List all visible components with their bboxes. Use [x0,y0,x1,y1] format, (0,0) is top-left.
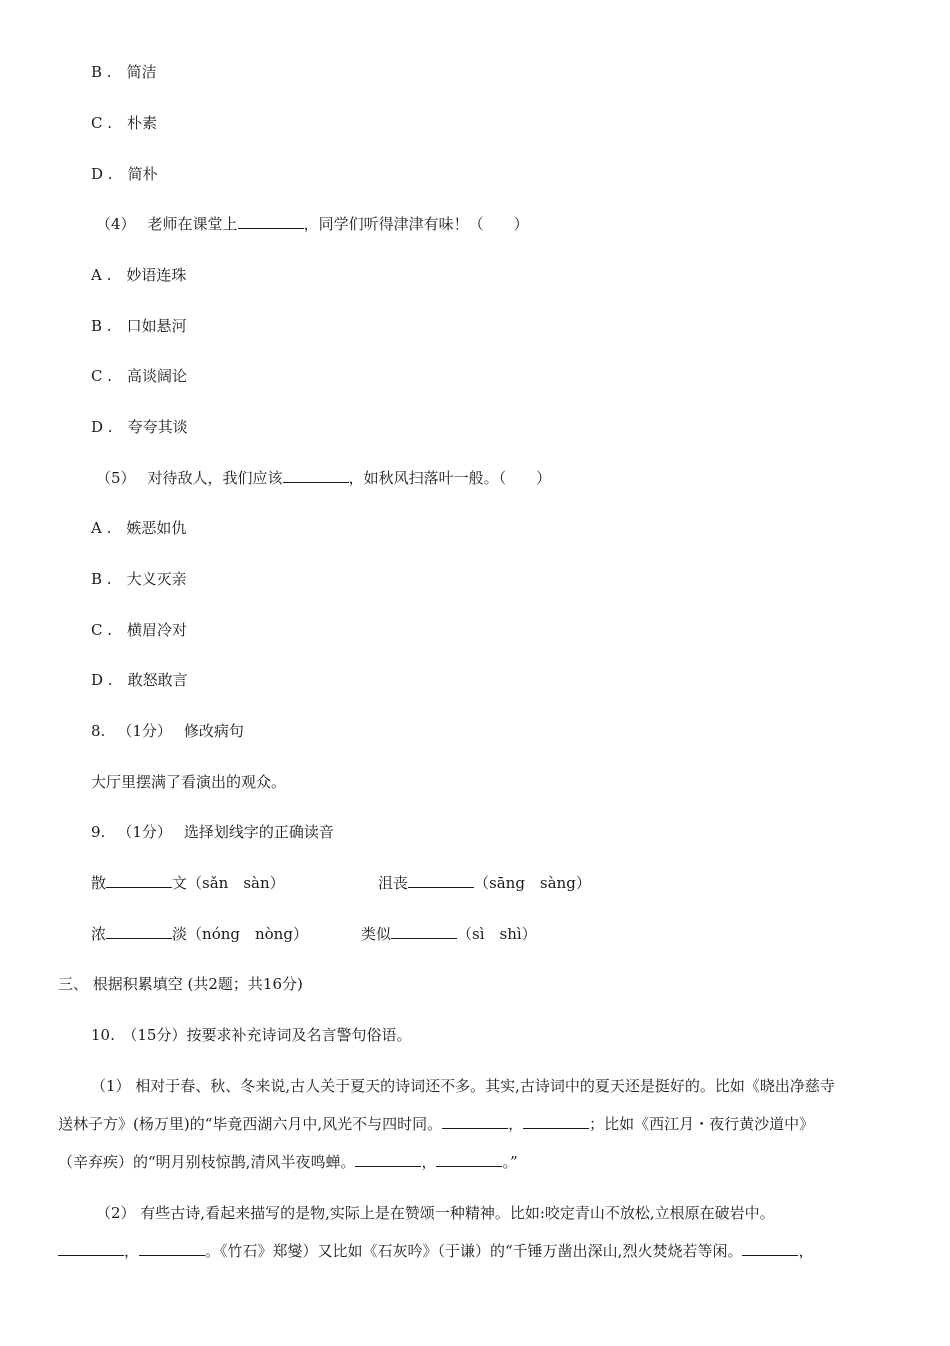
q8-heading: 8. （1分） 修改病句 [91,722,244,740]
q10-p2-line1: （2） 有些古诗,看起来描写的是物,实际上是在赞颂一种精神。比如:咬定青山不放松,立根原在破岩中。 [96,1204,775,1222]
answer-blank[interactable] [283,468,349,483]
q9-item-3: 浓 淡（nóng nòng） [91,925,308,943]
q9-heading: 9. （1分） 选择划线字的正确读音 [91,823,334,841]
answer-blank[interactable] [742,1241,798,1256]
section-heading: 三、 根据积累填空 (共2题；共16分) [58,975,303,993]
q5-option-c: C . 横眉冷对 [91,621,188,639]
q4-option-b: B . 口如悬河 [91,317,187,335]
q5-option-b: B . 大义灭亲 [91,570,187,588]
q5-option-a: A . 嫉恶如仇 [91,519,187,537]
answer-blank[interactable] [408,873,474,888]
option-c: C . 朴素 [91,114,158,132]
q8-sentence: 大厅里摆满了看演出的观众。 [91,773,287,791]
q9-item-4: 类似 （sì shì） [361,925,537,943]
answer-blank[interactable] [391,924,457,939]
answer-blank[interactable] [238,214,304,229]
q10-p2-line2: ， 。《竹石》郑燮）又比如《石灰吟》（于谦）的“千锤万凿出深山,烈火焚烧若等闲。 ， [58,1241,813,1261]
q9-item-2: 沮丧 （sāng sàng） [378,874,591,892]
q10-heading: 10. （15分）按要求补充诗词及名言警句俗语。 [91,1026,412,1044]
q10-p1-line2: 送林子方》(杨万里)的“毕竟西湖六月中,风光不与四时同。 ， ；比如《西江月・夜行黄沙道中》 [58,1115,815,1133]
answer-blank[interactable] [106,924,172,939]
answer-blank[interactable] [355,1152,421,1167]
q9-item-1: 散 文（sǎn sàn） [91,874,285,892]
q5-option-d: D . 敢怒敢言 [91,671,188,689]
option-b: B . 简洁 [91,63,157,81]
answer-blank[interactable] [58,1241,124,1256]
answer-blank[interactable] [139,1241,205,1256]
answer-blank[interactable] [523,1114,589,1129]
q4-option-c: C . 高谈阔论 [91,367,188,385]
q4-option-d: D . 夸夸其谈 [91,418,188,436]
q10-p1-line3: （辛弃疾）的“明月别枝惊鹊,清风半夜鸣蝉。 ， 。” [58,1153,518,1171]
answer-blank[interactable] [106,873,172,888]
q10-p1-line1: （1） 相对于春、秋、冬来说,古人关于夏天的诗词还不多。其实,古诗词中的夏天还是挺好的。比如《晓出净慈寺 [91,1077,835,1095]
q5-stem: （5） 对待敌人，我们应该 ，如秋风扫落叶一般。（ ） [96,469,552,487]
answer-blank[interactable] [436,1152,502,1167]
answer-blank[interactable] [442,1114,508,1129]
q4-stem: （4） 老师在课堂上 ，同学们听得津津有味！（ ） [96,215,529,233]
q4-option-a: A . 妙语连珠 [91,266,187,284]
option-d: D . 简朴 [91,165,158,183]
